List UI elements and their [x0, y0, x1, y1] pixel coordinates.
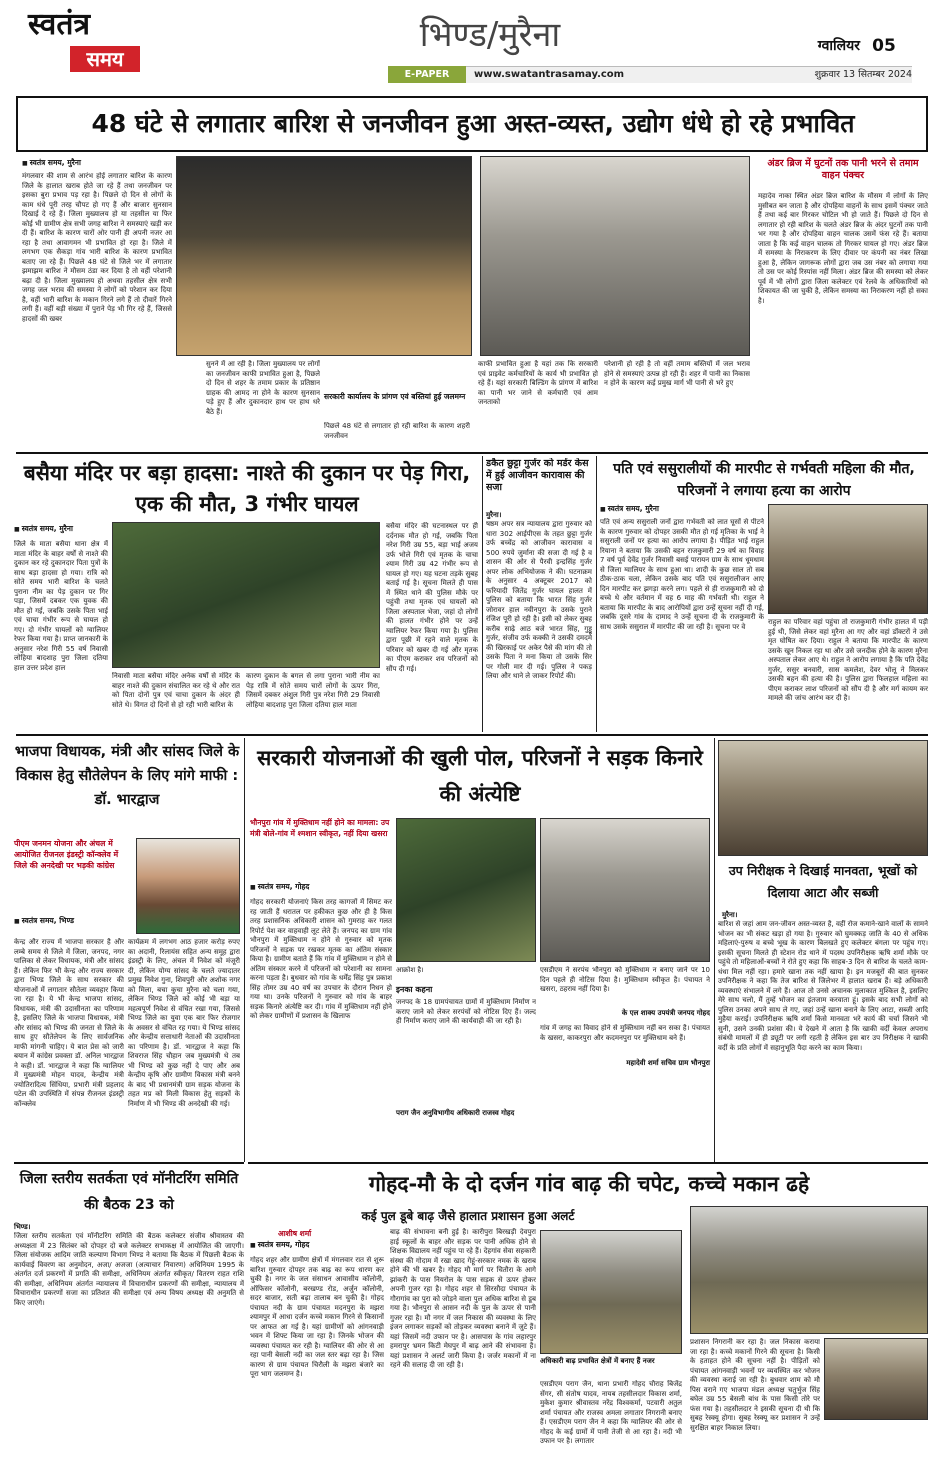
- epaper-badge: E-PAPER: [388, 66, 466, 83]
- story6-col1: गोहद सरकारी योजनाएं किस तरह कागजों में सिमट कर रह जाती हैं धरातल पर हकीकत कुछ और ही है किस तरह प्रशासनिक अधिकारी शासन को गुमराह कर गलत रिपोर्ट पेश कर वाहवाही लूट लेते हैं। जनपद का ग्राम गांव भौनपुरा में मुक्तिधाम न होने से गुरुवार को मृतक परिजनों ने सड़क पर रखकर मृतक का अंतिम संस्कार किया है। ग्रामीण बताते हैं कि गांव में मुक्तिधाम न होने से अंतिम संस्कार करने में परिजनों को परेशानी का सामना करना पड़ता है। बुधवार को गांव के धर्मेंद्र सिंह पुत्र प्रकाश सिंह तोमर उम्र 40 वर्ष का उपचार के दौरान निधन हो गया था। उनके परिजनों ने गुरुवार को गांव के बाहर सड़क किनारे अंत्येष्टि कर दी। गांव में मुक्तिधाम नहीं होने को लेकर ग्रामीणों में प्रशासन के खिलाफ: [250, 898, 392, 1020]
- story2-byline: ■ स्वतंत्र समय, मुरैना: [14, 524, 110, 536]
- story8-photo-3: [824, 1338, 928, 1420]
- story1-col4: काफी प्रभावित हुआ है यहां तक कि सरकारी एवं प्राइवेट कर्मचारियों के कार्य भी प्रभावित हो रहे हैं। यहां सरकारी बिल्डिंग के प्रांगण में बारिश का पानी भर जाने से कर्मचारी एवं आम जनताको: [478, 360, 598, 406]
- story8-photo-1: [540, 1230, 682, 1354]
- divider-4: [14, 1162, 244, 1164]
- story9-headline: जिला स्तरीय सतर्कता एवं मॉनीटरिंग समिति की बैठक 23 को: [19, 1171, 239, 1213]
- story6-col2: आक्रोश है।: [396, 966, 424, 974]
- story6-photo-2: [540, 818, 710, 962]
- divider-v4: [714, 738, 715, 1162]
- logo-line1: स्वतंत्र: [28, 7, 91, 42]
- story1-photo-caption: सरकारी कार्यालय के प्रांगण एवं बस्तियां हुई जलमग्न: [324, 392, 470, 416]
- story8-col4: प्रशासन निगरानी कर रहा है। जल निकास कराया जा रहा है। कच्चे मकानों गिरने की सूचना है। किसी के हताहत होने की सूचना नहीं है। पीड़ितों को पंचायत आंगनवाड़ी भवनों पर व्यवस्थित कर भोजन की व्यवस्था कराई जा रही है। बुधवार शाम को मौ पिस वराने गए भाजपा मंडल अध्यक्ष चतुर्भुज सिंह बघेल उम्र 55 बेसली बांध के पास किसी तोरे पर फंस गया है। तहसीलदार ने इसकी सूचना दी थी कि सुबह रेस्क्यू होगा। सुबह रेस्क्यू कर प्रशासन ने उन्हें सुरक्षित बाहर निकाल लिया।: [690, 1338, 820, 1432]
- story7-lead: मुरैना।: [722, 911, 738, 919]
- story2-col2: निवासी माता बसैया मंदिर अनेक वर्षों से मंदिर के बाहर नाश्ते की दुकान संचालित कर रहे थे और रात को पिता दोनों पुत्र एवं चाचा दुकान के अंदर ही सोते थे। विगत दो दिनों से हो रही भारी बारिश के: [112, 672, 240, 709]
- story2-headline: बसैया मंदिर पर बड़ा हादसा: नाश्ते की दुकान पर पेड़ गिरा, एक की मौत, 3 गंभीर घायल: [23, 461, 471, 516]
- story1-col2: सुनने में आ रही है। जिला मुख्यालय पर लोगों का जनजीवन काफी प्रभावित हुआ है, पिछले दो दिन से शहर के तमाम प्रकार के प्रतिष्ठान ग्राहक की आमद ना होने के कारण सुनसान पड़े हुए हैं और दुकानदार हाथ पर हाथ धरे बैठे हैं।: [206, 360, 320, 416]
- story5-subhead: पीएम जनमन योजना और अंचल में आयोजित रीजनल इंडस्ट्री कॉन्क्लेव में जिले की अनदेखी पर भड़की कांग्रेस: [14, 839, 119, 870]
- story6-byline: ■ स्वतंत्र समय, गोहद: [250, 882, 390, 894]
- story5-col2: कार्यक्रम में लगभग आठ हजार करोड़ रुपए का अदानी, रिलायंस सहित अन्य समूह द्वारा इंडस्ट्री के लिए, अंचल में निवेश को मंजूरी दी, लेकिन योग्य सांसद के चलते ज्यादातर प्रमुख निवेश गुना, शिवपुरी और अशोक नगर को मिला, बचा कुचा मुरैना को चला गया, लेकिन भिण्ड जिले को कोई भी बड़ा या महत्वपूर्ण निवेश से वंचित रखा गया, जिससे भिण्ड जिले का युवा एक बार फिर रोजगार के अवसर से वंचित रह गया। ये भिण्ड सांसद और केन्द्रीय सत्ताधारी नेताओं की उदासीनता का परिणाम है। डॉ. भारद्वाज ने कहा कि शिवराज सिंह चौहान जब मुख्यमंत्री थे तब भी भिण्ड को कुछ नहीं दे पाए और अब केन्द्रीय कृषि और ग्रामीण विकास मंत्री बनने के बाद भी प्रधानमंत्री ग्राम सड़क योजना के तहत मप्र को मिली विकास हेतु सड़कों के निर्माण में भी भिण्ड की अनदेखी की गई।: [128, 938, 240, 1108]
- story1-side-text: महादेव नाका स्थित अंडर ब्रिज बारिश के मौसम में लोगों के लिए मुसीबत बन जाता है और दोपहिया वाहनों के साथ इसमें पंक्चर जाते हैं तथा कई बार गिरकर चोटिल भी हो जाते हैं। पिछले दो दिन से लगातार हो रही बारिश के चलते अंडर ब्रिज के अंदर घुटनों तक पानी भर गया है और दोपहिया वाहन चालक उसमें फंस रहे हैं। बताया जाता है कि कई वाहन चालक तो गिरकर घायल हो गए। अंडर ब्रिज में समस्या के निराकरण के लिए दीवार पर कंपनी का नंबर लिखा हुआ है, लेकिन जागरूक लोगों द्वारा जब उस नंबर को लगाया गया तो उस पर कोई रिस्पांस नहीं मिला। अंडर ब्रिज की समस्या को लेकर पूर्व में भी लोगों द्वारा जिला कलेक्टर एवं रेलवे के अधिकारियों को शिकायत की जा चुकी है, लेकिन समस्या का निराकरण नहीं हो सका है।: [758, 192, 928, 305]
- story7-headline: उप निरीक्षक ने दिखाई मानवता, भूखों को दिलाया आटा और सब्जी: [728, 863, 918, 900]
- issue-date: शुक्रवार 13 सितम्बर 2024: [814, 69, 912, 80]
- divider-v2: [596, 456, 597, 732]
- story8-author: आशीष शर्मा: [278, 1228, 378, 1240]
- divider-3: [248, 1162, 928, 1164]
- story1-col1: मंगलवार की शाम से आरंभ होई लगातार बारिश के कारण जिले के हालात खराब होते जा रहे हैं तथा जनजीवन पर इसका बुरा प्रभाव पड़ रहा है। पिछले दो दिन से लोगों के काम धंधे पूरी तरह चौपट हो गए हैं और बाजार सुनसान दिखाई दे रहे हैं। जिला मुख्यालय हो या तहसील या फिर कोई भी ग्रामीण क्षेत्र सभी जगह बारिश ने समस्याएं खड़ी कर दी हैं। बारिश के कारण चारों ओर पानी ही अपनी नजर आ रहा है तथा आवागमन भी प्रभावित हो रहा है। जिले में लगभग एक सैकड़ा गांव भारी बारिश के कारण प्रभावित बताए जा रहे हैं। पिछले 48 घंटे से जिले भर में लगातार झमाझम बारिश ने मौसम ठंडा कर दिया है तो वहीं परेशानी बढ़ा दी है। जिला मुख्यालय हो अथवा तहसील क्षेत्र सभी जगह जल भराव की समस्या ने लोगों को परेशान कर दिया है, वहीं भारी बारिश के मकान गिरने लगे हैं तो दीवारें गिरने लगी हैं। वहीं बड़ी संख्या में पुराने पेड़ भी गिर रहे हैं, जिससे हादसों की खबर: [22, 172, 172, 323]
- story1-photo-2: [480, 156, 750, 356]
- logo: [28, 6, 153, 74]
- story7-photo: [718, 740, 928, 856]
- story5-col1: केन्द्र और राज्य में भाजपा सरकार है और लम्बे समय से जिले में जिला, जनपद, नगर पालिका से लेकर विधायक, मंत्री और सांसद हैं। लेकिन फिर भी केन्द्र और राज्य सरकार द्वारा भिण्ड जिले के साथ सरकार की योजनाओं में लगातार सौतेला व्यवहार किया जा रहा है। ये भी केन्द्र भाजपा सांसद, विधायक, मंत्री की उदासीनता का परिणाम है, इसलिए जिले के भाजपा विधायक, मंत्री और सांसद को भिण्ड की जनता से जिले के साथ हुए सौतेलेपन के लिए सार्वजनिक माफी मांगनी चाहिए। ये बात प्रेस को जारी बयान में कांग्रेस प्रवक्ता डॉ. अनिल भारद्वाज ने कही। डॉ. भारद्वाज ने कहा कि ग्वालियर में मुख्यमंत्री मोहन यादव, केन्द्रीय मंत्री ज्योतिरादित्य सिंधिया, प्रभारी मंत्री प्रहलाद पटेल की उपस्थिति में संपन्न रीजनल इंडस्ट्री कॉन्क्लेव: [14, 938, 124, 1108]
- website-link[interactable]: www.swatantrasamay.com: [474, 69, 625, 80]
- story8-col1: गोहद शहर और ग्रामीण क्षेत्रों में मंगलवार रात से शुरू बारिश गुरुवार दोपहर तक बाढ़ का रूप धारण कर चुकी है। नगर के जल संसाधन आवासीय कॉलोनी, ऑफिसर कॉलोनी, बरखण्ड रोड, अर्जुन कॉलोनी, सदर बाजार, सती बढ़ा तालाब बन चुकी है। गोहद पंचायत नदी के ग्राम पंचायत मदनपुरा के मझरा श्यामपुर में आधा दर्जन कच्चे मकान गिरने से किसानों पर आफत आ गई है। यहां ग्रामीणों को आंगनवाड़ी भवन में शिफ्ट किया जा रहा है। जिनके भोजन की व्यवस्था पंचायत कर रही है। ग्वालियर की ओर से आ रहा पानी बेसली नदी का जल स्तर बढ़ा रहा है। जिस कारण से ग्राम पंचायत चिरौली के मझरा बंजारे का पूरा भाग जलमग्न है।: [250, 1256, 384, 1378]
- story9-lead: भिण्ड।: [14, 1223, 31, 1231]
- edition-title: भिण्ड/मुरैना: [419, 15, 561, 55]
- story1-col3: पिछले 48 घंटे से लगातार हो रही बारिश के कारण शहरी जनजीवन: [324, 422, 470, 440]
- story6-box-sign: पराग जैन अनुविभागीय अधिकारी राजस्व गोहद: [396, 1108, 536, 1130]
- story5-portrait: [136, 838, 240, 934]
- story4-headline: पति एवं ससुरालीयों की मारपीट से गर्भवती महिला की मौत, परिजनों ने लगाया हत्या का आरोप: [613, 461, 915, 499]
- story8-col2: बाढ़ की संभावना बनी हुई है। कारीपुरा बिरखड़ी देवपुरा हाई स्कूलों के बाहर और सड़क पर पानी अधिक होने से शिक्षक विद्यालय नहीं पहुंच पा रहे हैं। देहगांव सेवा सहकारी संस्था की गोदाम में रखा खाद गेहूं-सरकार नमक के खराब होने की भी खबर है। गोहद मौ मार्ग पर चितौरा के आगे झांकरी के पास नियरोल के पास सड़क से ऊपर होकर अपनी गुजर रहा है। गोहद शहर से सिरसौदा पंचायत के गौरागांव का पुरा को जोड़ने वाला पुल अधिक बारिश से डूब गया है। भौनपुरा से आसन नदी के पुल के ऊपर से पानी गुजर रहा है। मौ नगर में जल निकास की व्यवस्था के लिए इंजन लगाकर सड़कों को तोड़कर व्यवस्था बनाने में जुटे हैं। यहां जिसमें नदी उफान पर है। आसपास के गांव लहारपुर हमरापुर भ्रमन किटी मेघपुर में बाढ़ आने की संभावना है। यहां प्रशासन ने अलर्ट जारी किया है। जर्जर मकानों में ना रहने की सलाह दी जा रही है।: [390, 1228, 536, 1369]
- story3-text: षष्ठम अपर सत्र न्यायालय द्वारा गुरुवार को धारा 302 आईपीएस के तहत छुट्टा गुर्जर उर्फ बच्चेंद्र को आजीवन कारावास व 500 रुपये जुर्माना की सजा दी गई है व शासन की ओर से पैरवी इन्द्रसिंह गुर्जर अपर लोक अभियोजक ने की। घटनाक्रम के अनुसार 4 अक्टूबर 2017 को फरियादी जितेंद्र गुर्जर घायल हालत में पुलिस को बताया कि भारत सिंह गुर्जर जोरावर हाल नवीनपुरा के उसके पुराने रंजिश पूरी हो रही है। इसी को लेकर सुबह करीब साढ़े आठ बजे भारत सिंह, गुड्डू गुर्जर, संजीव उर्फ कक्की ने उसकी दमदमे की खिरकाई पर अकेर पैसे की मांग की तो उसके पिता ने मना किया तो उसके सिर पर गोली मार दी गई। पुलिस ने पकड़ लिया और थाने ले जाकर रिपोर्ट की।: [486, 520, 592, 680]
- story8-photo-2: [690, 1206, 928, 1334]
- story3-headline: डकैत छुट्टा गुर्जर को मर्डर केस में हुई आजीवन कारावास की सजा: [486, 458, 589, 493]
- story1-headline: 48 घंटे से लगातार बारिश से जनजीवन हुआ अस्त-व्यस्त, उद्योग धंधे हो रहे प्रभावित: [91, 109, 855, 138]
- story2-photo: [112, 522, 380, 668]
- story6-photo-1: [396, 818, 536, 962]
- divider-v1: [482, 456, 483, 732]
- story9-text: जिला स्तरीय सतर्कता एवं मॉनीटरिंग समिति की बैठक कलेक्टर संजीव श्रीवास्तव की अध्यक्षता में 23 सितंबर को दोपहर दो बजे कलेक्टर सभाकक्ष में आयोजित की जाएगी। जिला संयोजक आदिम जाति कल्याण विभाग भिण्ड ने बताया कि बैठक में पिछली बैठक के कार्यवाई विवरण का अनुमोदन, अजा/ अजजा (अत्याचार निवारण) अधिनियम 1995 के अंतर्गत दर्ज प्रकरणों में प्रगति की समीक्षा, अधिनियम अंतर्गत स्वीकृत/ वितरण राहत राशि की समीक्षा, अधिनियम अंतर्गत न्यायालय में विचाराधीन प्रकरणों की समीक्षा, न्यायालय में विचाराधीन प्रकरणों सजा का प्रतिशत की समीक्षा एवं अन्य विषय अध्यक्ष की अनुमति से किए जाएंगे।: [14, 1232, 244, 1307]
- divider-v3: [244, 738, 245, 1162]
- story6-col3-sign: के एल शाक्य उपयंत्री जनपद गोहद: [540, 1008, 710, 1020]
- story3-lead: मुरैना।: [486, 511, 502, 519]
- story4-photo: [768, 504, 928, 614]
- story8-byline: ■ स्वतंत्र समय, गोहद: [250, 1240, 390, 1252]
- story8-subhead: कई पुल डूबे बाढ़ जैसे हालात प्रशासन हुआ अलर्ट: [361, 1209, 575, 1223]
- story2-col1: जिले के माता बसैया थाना क्षेत्र में माता मंदिर के बाहर वर्षों से नाश्ते की दुकान कर रहे दुकानदार पिता पुत्रों के साथ बड़ा हादसा हो गया। रात्रि को सोते समय भारी बारिश के चलते पुराना नीम का पेड़ दुकान पर गिर पड़ा, जिसमें दबकर एक युवक की मौत हो गई, जबकि उसके पिता भाई एवं चाचा गंभीर रूप से घायल हो गए। दो गंभीर घायलों को ग्वालियर रेफर किया गया है। प्राप्त जानकारी के अनुसार नरेश गिरी 55 वर्ष निवासी लोहिया बादशाह पुरा जिला दतिया हाल उत्तर प्रदेश हाल: [14, 540, 108, 672]
- story8-photo-caption: अधिकारी बाढ़ प्रभावित क्षेत्रों में बनाए हैं नजर: [540, 1356, 682, 1378]
- story2-col3: कारण दुकान के बगल से लगा पुराना भारी नीम का पेड़ रात्रि में सोते समय चारों लोगों के ऊपर गिरा, जिसमें दबकर अंशुल गिरी पुत्र नरेश गिरी 29 निवासी लोहिया बादशाह पुरा जिला दतिया हाल माता: [246, 672, 380, 709]
- page-number: 05: [872, 36, 896, 56]
- story6-box-head: इनका कहना: [396, 985, 433, 994]
- story5-byline: ■ स्वतंत्र समय, भिण्ड: [14, 916, 132, 928]
- story6-headline: सरकारी योजनाओं की खुली पोल, परिजनों ने सड़क किनारे की अंत्येष्टि: [257, 746, 703, 806]
- story1-byline: ■ स्वतंत्र समय, मुरैना: [22, 158, 172, 170]
- divider-1: [16, 452, 928, 454]
- story4-col1: पति एवं अन्य ससुराली जनों द्वारा गर्भवती को लात घूसों से पीटने के कारण गुरुवार को दोपहर उसकी मौत हो गई मृतिका के भाई ने ससुराली जनों पर हत्या का आरोप लगाया है। पीड़ित भाई राहुल रियाना ने बताया कि उसकी बहन राजकुमारी 29 वर्ष का विवाह 7 वर्ष पूर्व देवेंद्र गुर्जर निवासी बसई पारायन ग्राम के साथ धूमधाम से जिला ग्वालियर के साथ हुआ था। शादी के कुछ साल तो सब ठीक-ठाक चला, लेकिन उसके बाद पति एवं ससुरालीजन आए दिन मारपीट कर झगड़ा करने लग। पहले से ही राजकुमारी को दो बच्चे थे और वर्तमान में वह 6 माह की गर्भवती थी। राहुल ने बताया कि मारपीट के बाद आरोपियों द्वारा उन्हें सूचना नहीं दी गई, जबकि दूसरे गांव के दामाद ने उन्हें सूचना दी के राजकुमारी के साथ उसके ससुराल में मारपीट की जा रही है। सूचना पर वे: [600, 518, 764, 631]
- city-label: ग्वालियर: [817, 38, 860, 54]
- logo-line2: समय: [70, 46, 140, 72]
- story4-byline: ■ स्वतंत्र समय, मुरैना: [600, 504, 730, 516]
- story6-col3: एसडीएम ने सरपंच भौनपुरा को मुक्तिधाम न बनाए जाने पर 10 दिन पहले ही नोटिस दिया है। मुक्तिधाम स्वीकृत है। पंचायत ने खसरा, ठहराव नहीं दिया है।: [540, 966, 710, 993]
- story8-col3: एसडीएम पराग जैन, थाना प्रभारी गोहद चौराह बिजेंद्र सेंगर, सी संतोष यादव, नायब तहसीलदार विकास शर्मा, मुकेश कुमार श्रीवास्तव नरेंद्र विश्वकर्मा, पटवारी अतुल शर्मा पंचायत और राजस्व अमला लगातार निगरानी बनाए हैं। एसडीएम पराग जैन ने कहा कि ग्वालियर की ओर से गोहद के कई ग्रामों में पानी तेजी से आ रहा है। नदी भी उफान पर है। लगातार: [540, 1380, 682, 1445]
- story4-col2: राहुल का परिवार वहां पहुंचा तो राजकुमारी गंभीर हालत में पड़ी हुई थी, जिसे लेकर वहां मुरैना आ गए और वहां डॉक्टरों ने उसे मृत घोषित कर दिया। राहुल ने बताया कि मारपीट के कारण उसके खून निकल रहा था और उसे जनदीक होने के कारण मुरैना अस्पताल लेकर आए थे। राहुल ने आरोप लगाया है कि पति देवेंद्र गुर्जर, ससुर बनवारी, सास कमलेश, देवर भोलू ने मिलकर उसकी बहन की हत्या की है। पुलिस द्वारा फिलहाल महिला का पीएम कराकर लाश परिजनों को सौंप दी है और मर्ग कायम कर मामले की जांच आरंभ कर दी है।: [768, 618, 928, 702]
- story1-side-head: अंडर ब्रिज में घुटनों तक पानी भरने से तमाम वाहन पंक्चर: [767, 158, 919, 181]
- story7-text: बारिश से जहां आम जन-जीवन अस्त-व्यस्त है, वहीं रोज कमाने-खाने वालों के सामने भोजन का भी संकट खड़ा हो गया है। गुरुवार को घुमक्कड़ जाति के 40 से अधिक महिलाएं-पुरुष व बच्चे भूख के कारण बिलखते हुए कलेक्टर बंगला पर पहुंच गए। इसकी सूचना मिलते ही स्टेशन रोड थाने में पदस्थ उपनिरीक्षक ऋषि शर्मा मौके पर पहुंचे तो महिलाओं-बच्चों ने रोते हुए कहा कि साहब-3 दिन से बारिश के चलते काम-धंधा मिल नहीं रहा। हमारे खाना तक नहीं खाया है। इन मजबूरों की बात सुनकर उपनिरीक्षक ने कहा कि तेज बारिश से जिलेभर में हालात खराब हैं। बड़े अधिकारी व्यवस्थाएं संभालने में लगे हैं। आज तो उनसे अचानक मुलाकात मुश्किल है, इसलिए मेरे साथ चलो, मैं तुम्हें भोजन का इंतजाम करवाता हूं। इसके बाद सभी लोगों को पुलिस उनका अपने साथ ले गए, जहां उन्हें खाना बनाने के लिए आटा, सब्जी आदि मुहैया कराई। उपनिरीक्षक ऋषि शर्मा किसे मानवता भरे कार्य की चर्चा जिसने भी सुनी, उसने उनकी प्रशंसा की। ये देखने में आता है कि खाकी वर्दी केवल अपराध संबंधी मामलों में ही ड्यूटी पर लगी रहती है लेकिन इस बार उप निरीक्षक ने खाकी वर्दी के प्रति लोगों में सहानुभूति पैदा करने का काम किया।: [718, 920, 928, 1052]
- story6-box-text: जनपद के 18 ग्रामपंचायत ग्रामों में मुक्तिधाम निर्माण न कराए जाने को लेकर सरपंचों को नोटिस दिए हैं। जल्द ही निर्माण कराए जाने की कार्यवाही की जा रही है।: [396, 998, 536, 1025]
- story1-col5: परेशानी हो रही है तो वहीं तमाम बस्तियों में जल भराव होने से समस्याएं उत्पन्न हो रही हैं। शहर में पानी का निकास न होने के कारण कई प्रमुख मार्ग भी पानी से भरे हुए: [604, 360, 750, 387]
- story6-col4-sign: महादेवी शर्मा सचिव ग्राम भौनपुरा: [540, 1058, 710, 1070]
- story8-headline: गोहद-मौ के दो दर्जन गांव बाढ़ की चपेट, कच्चे मकान ढहे: [368, 1172, 810, 1196]
- story5-headline: भाजपा विधायक, मंत्री और सांसद जिले के विकास हेतु सौतेलेपन के लिए मांगे माफी : डॉ. भारद्वाज: [14, 744, 240, 808]
- divider-2: [16, 734, 928, 736]
- story1-photo-1: [176, 156, 472, 356]
- masthead: [0, 0, 945, 92]
- story2-col4: बसैया मंदिर की घटनास्थल पर ही दर्दनाक मौत हो गई, जबकि पिता नरेश गिरी उम्र 55, बड़ा भाई अजय उर्फ भोले गिरी एवं मृतक के चाचा श्याम गिरी उम्र 42 गंभीर रूप से घायल हो गए। यह घटना तड़के सुबह बताई गई है। सूचना मिलते ही पास में स्थित थाने की पुलिस मौके पर पहुंची तथा मृतक एवं घायलों को जिला अस्पताल भेजा, जहां दो लोगों की हालत गंभीर होने पर उन्हें ग्वालियर रेफर किया गया है। पुलिस द्वारा पूछी में रहने वाले मृतक के परिवार को खबर दी गई और मृतक का पीएम कराकर शव परिजनों को सौंप दी गई।: [386, 522, 478, 673]
- story6-subhead: भौनपुरा गांव में मुक्तिधाम नहीं होने का मामला: उप मंत्री बोले-गांव में श्मशान स्वीकृत, नहीं दिया खसरा: [250, 818, 390, 838]
- story6-col4: गांव में जगह का विवाद होने से मुक्तिधाम नहीं बन सका है। पंचायत के खसरा, काकरपुरा और कदमनपुरा पर मुक्तिधाम बने हैं।: [540, 1024, 710, 1042]
